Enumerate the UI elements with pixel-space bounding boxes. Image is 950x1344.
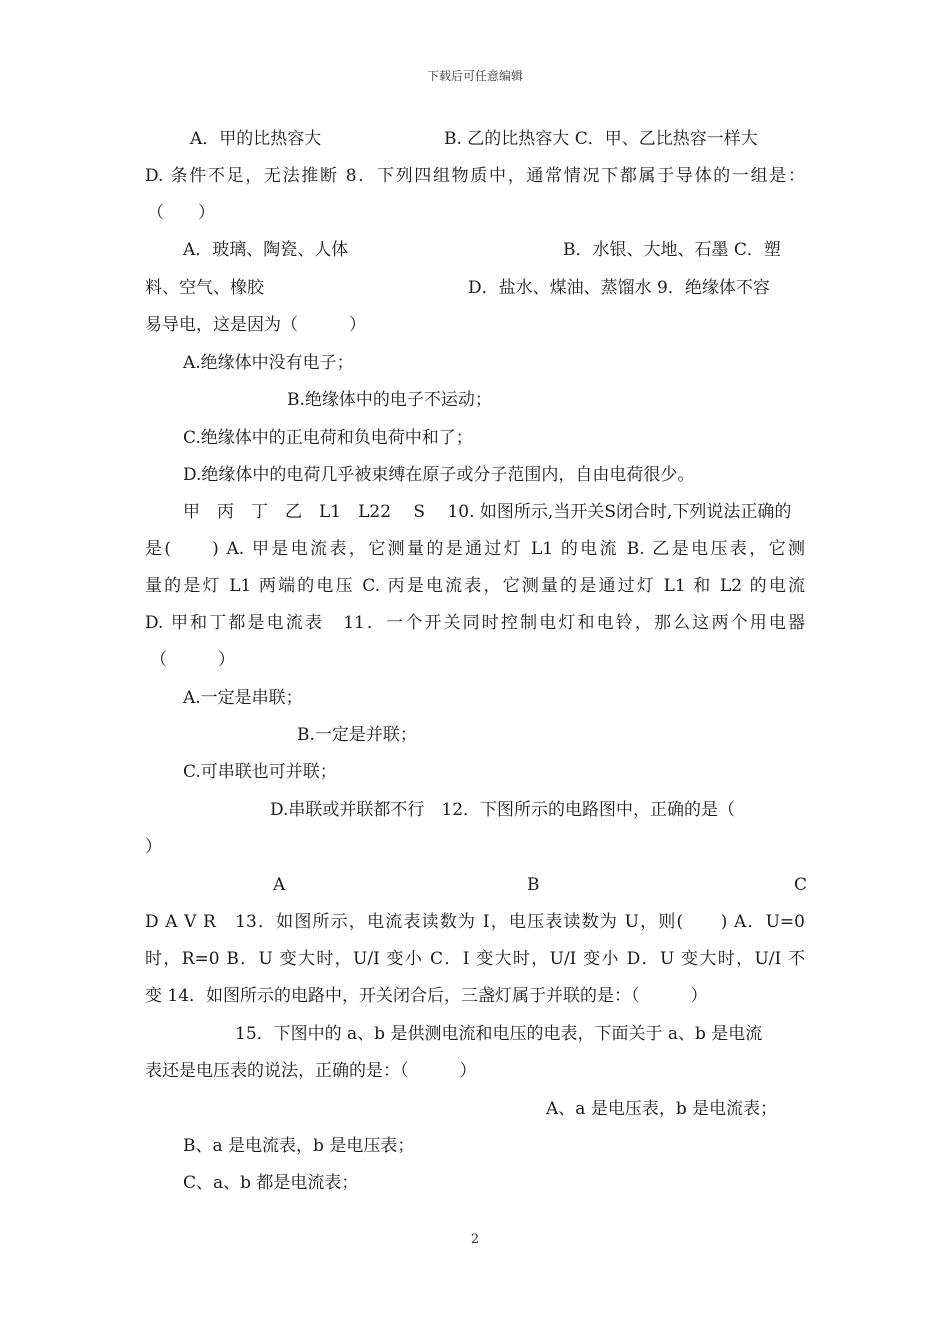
text-segment: 15．下图中的 a、b 是供测电流和电压的电表，下面关于 a、b 是电流 xyxy=(235,1024,763,1044)
text-segment: A.一定是串联； xyxy=(183,688,303,708)
text-segment: 甲 丙 丁 乙 L1 L22 S 10. 如图所示,当开关S闭合时,下列说法正确的 xyxy=(183,502,792,522)
text-segment: B. 乙的比热容大 C．甲、乙比热容一样大 xyxy=(444,129,758,149)
page-header: 下载后可任意编辑 xyxy=(426,69,523,83)
text-segment: 易导电，这是因为（ ） xyxy=(145,315,366,335)
text-line: 是( ) A. 甲是电流表，它测量的是通过灯 L1 的电流 B. 乙是电压表，它测 xyxy=(145,539,805,559)
figure-label-a: A xyxy=(273,875,286,895)
text-segment: B.绝缘体中的电子不运动； xyxy=(287,390,492,410)
text-segment: A.绝缘体中没有电子； xyxy=(183,353,354,373)
text-segment: B．水银、大地、石墨 C．塑 xyxy=(563,240,781,260)
text-line: 量的是灯 L1 两端的电压 C. 丙是电流表，它测量的是通过灯 L1 和 L2 的电流 xyxy=(145,576,805,596)
text-segment: D．盐水、煤油、蒸馏水 9．绝缘体不容 xyxy=(468,278,770,298)
text-segment: D.串联或并联都不行 12．下图所示的电路图中，正确的是（ xyxy=(270,800,736,820)
page-number: 2 xyxy=(470,1232,480,1247)
text-segment: A．甲的比热容大 xyxy=(190,129,322,149)
text-segment: A．玻璃、陶瓷、人体 xyxy=(183,240,349,260)
figure-label-b: B xyxy=(527,875,540,895)
text-segment: B、a 是电流表，b 是电压表； xyxy=(183,1136,415,1156)
text-segment: C.绝缘体中的正电荷和负电荷中和了； xyxy=(183,428,473,448)
text-line: D. 条件不足，无法推断 8．下列四组物质中，通常情况下都属于导体的一组是： xyxy=(145,166,805,186)
text-segment: 料、空气、橡胶 xyxy=(145,278,264,298)
text-segment: 表还是电压表的说法，正确的是：（ ） xyxy=(145,1061,477,1081)
text-segment: B.一定是并联； xyxy=(297,725,417,745)
text-line: 时，R=0 B．U 变大时，U/I 变小 C．I 变大时，U/I 变小 D．U 变大时，U/I 不 xyxy=(145,949,805,969)
text-segment: C.可串联也可并联； xyxy=(183,762,337,782)
text-line: D. 甲和丁都是电流表 11．一个开关同时控制电灯和电铃，那么这两个用电器 xyxy=(145,613,805,633)
text-segment: A、a 是电压表，b 是电流表； xyxy=(546,1099,778,1119)
text-segment: （ ） xyxy=(150,650,235,670)
text-line: D A V R 13．如图所示，电流表读数为 I，电压表读数为 U，则( ) A．U=0 xyxy=(145,912,805,932)
text-segment: 变 14．如图所示的电路中，开关闭合后，三盏灯属于并联的是：（ ） xyxy=(145,986,708,1006)
text-segment: （ ） xyxy=(147,203,215,223)
text-segment: ） xyxy=(145,837,162,857)
text-segment: C、a、b 都是电流表； xyxy=(183,1173,359,1193)
text-segment: D.绝缘体中的电荷几乎被束缚在原子或分子范围内，自由电荷很少。 xyxy=(183,465,695,485)
figure-label-c: C xyxy=(794,875,808,895)
